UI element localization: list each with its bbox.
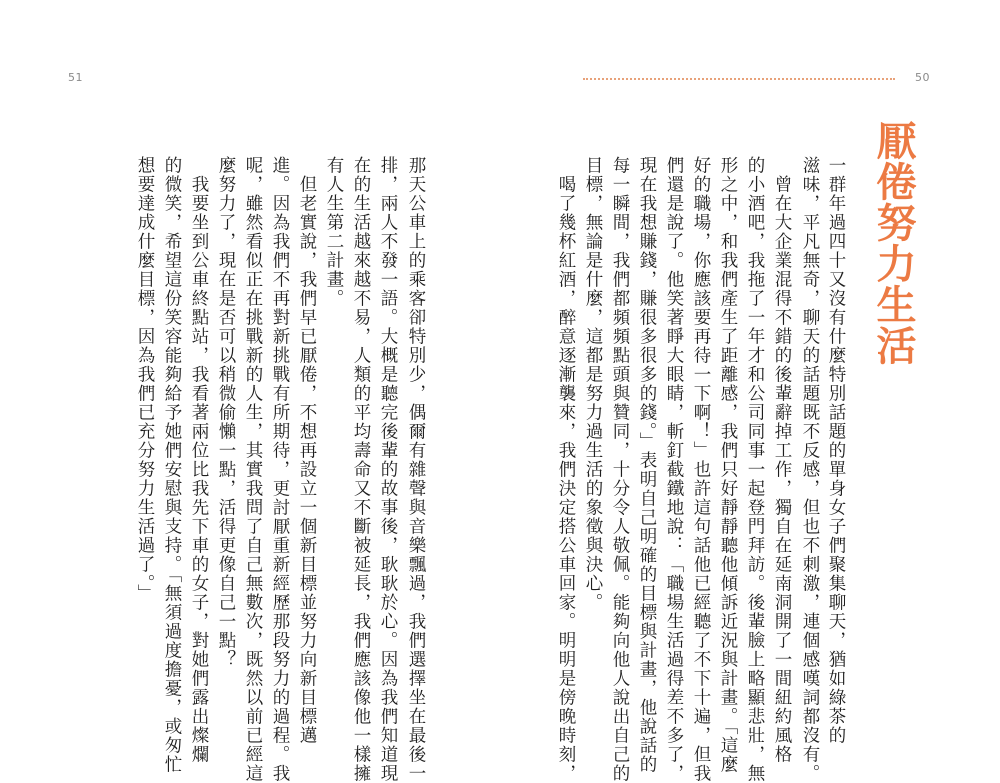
left-text-line-9: 我要坐到公車終點站，我看著兩位比我先下車的女子，對她們露出燦爛 — [189, 175, 209, 765]
page-number-left: 51 — [68, 71, 83, 84]
right-text-line-2: 滋味，平凡無奇，聊天的話題既不反感，但也不刺激，連個感嘆詞都沒有。 — [800, 156, 820, 783]
right-text-line-3: 曾在大企業混得不錯的後輩辭掉工作，獨自在延南洞開了一間紐約風格 — [772, 175, 792, 765]
left-text-line-10: 的微笑，希望這份笑容能夠給予她們安慰與支持。「無須過度擔憂，或匆忙 — [162, 156, 182, 775]
left-text-line-11: 想要達成什麼目標，因為我們已充分努力生活過了。」 — [135, 156, 155, 604]
left-text-line-5: 但老實說，我們早已厭倦，不想再設立一個新目標並努力向新目標邁 — [297, 175, 317, 746]
left-text-line-6: 進。因為我們不再對新挑戰有所期待，更討厭重新經歷那段努力的過程。我 — [270, 156, 290, 783]
header-dotted-rule — [583, 78, 895, 80]
left-text-line-8: 麼努力了，現在是否可以稍微偷懶一點，活得更像自己一點？ — [216, 156, 236, 669]
left-text-line-2: 排，兩人不發一語。大概是聽完後輩的故事後，耿耿於心。因為我們知道現 — [378, 156, 398, 783]
right-text-line-5: 形之中，和我們產生了距離感，我們只好靜靜聽他傾訴近況與計畫。「這麼 — [718, 156, 738, 775]
chapter-title: 厭倦努力生活 — [870, 120, 916, 366]
page-number-right: 50 — [915, 71, 930, 84]
right-text-line-9: 每一瞬間，我們都頻頻點頭與贊同，十分令人敬佩。能夠向他人說出自己的 — [610, 156, 630, 783]
right-text-line-6: 好的職場，你應該要再待一下啊！」也許這句話他已經聽了不下十遍，但我 — [691, 156, 711, 783]
left-text-line-1: 那天公車上的乘客卻特別少，偶爾有雜聲與音樂飄過，我們選擇坐在最後一 — [406, 156, 426, 783]
right-text-line-4: 的小酒吧，我拖了一年才和公司同事一起登門拜訪。後輩臉上略顯悲壯，無 — [745, 156, 765, 783]
right-text-line-8: 現在我想賺錢，賺很多很多的錢。」表明自己明確的目標與計畫，他說話的 — [637, 156, 657, 775]
right-text-line-10: 目標，無論是什麼，這都是努力過生活的象徵與決心。 — [583, 156, 603, 612]
right-text-line-11: 喝了幾杯紅酒，醉意逐漸襲來，我們決定搭公車回家。明明是傍晚時刻， — [556, 175, 576, 783]
left-text-line-7: 呢，雖然看似正在挑戰新的人生，其實我問了自己無數次，既然以前已經這 — [243, 156, 263, 783]
left-text-line-4: 有人生第二計畫。 — [324, 156, 344, 308]
right-text-line-7: 們還是說了。他笑著睜大眼睛，斬釘截鐵地說：「職場生活過得差不多了， — [664, 156, 684, 783]
left-text-line-3: 在的生活越來越不易，人類的平均壽命又不斷被延長，我們應該像他一樣擁 — [351, 156, 371, 783]
right-text-line-1: 一群年過四十又沒有什麼特別話題的單身女子們聚集聊天，猶如綠茶的 — [826, 156, 846, 745]
